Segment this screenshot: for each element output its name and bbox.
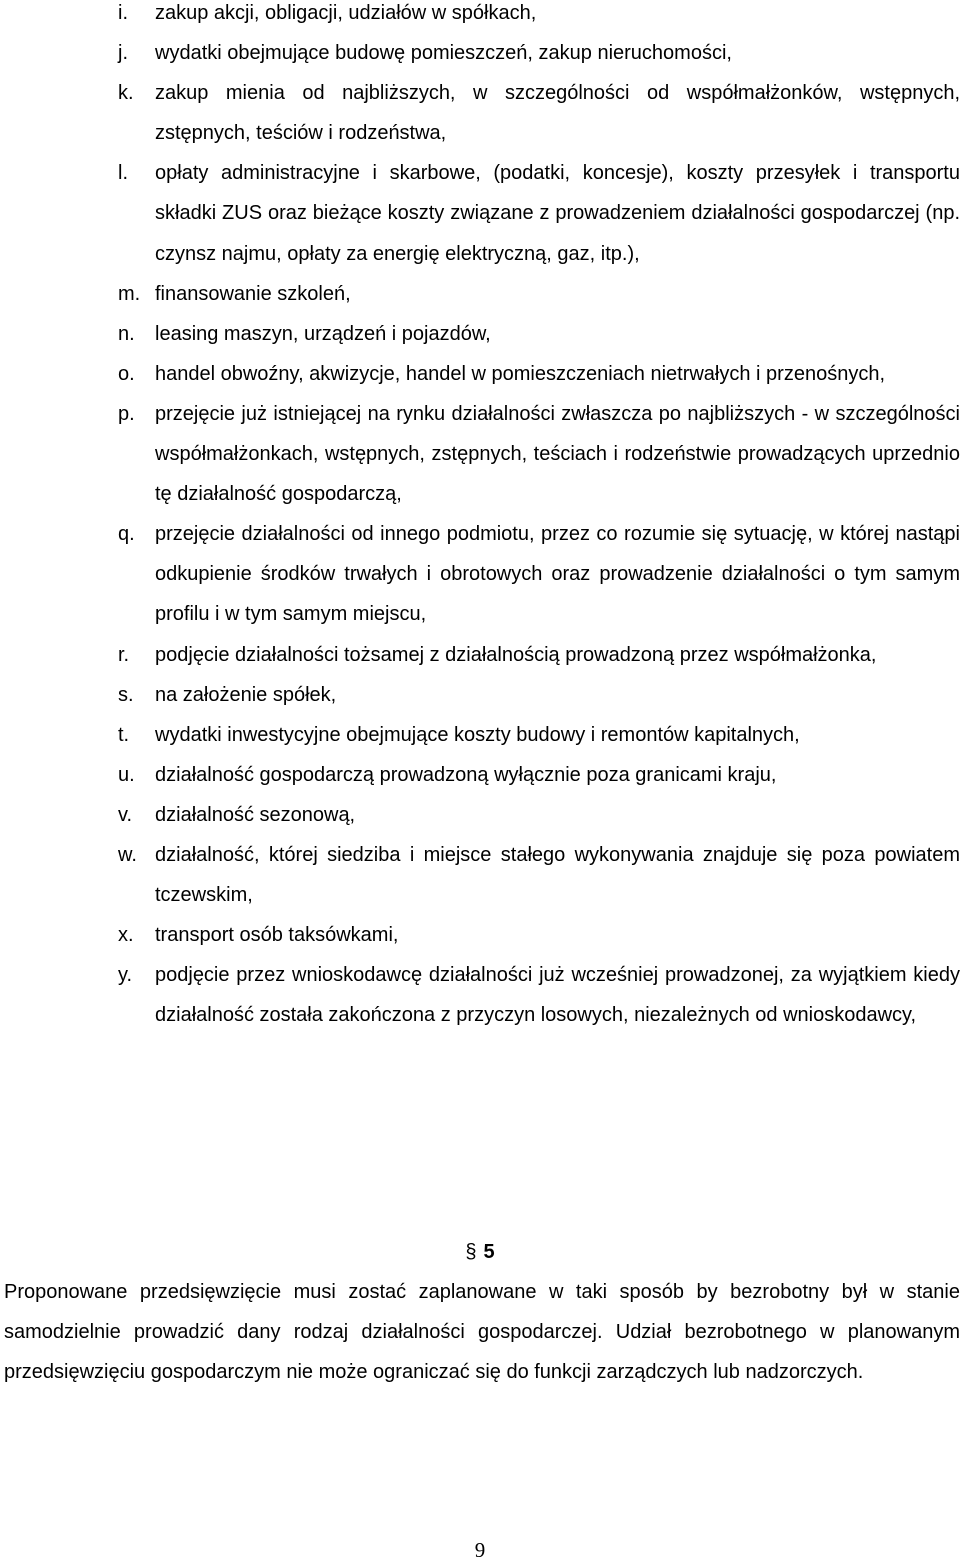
list-item	[118, 715, 960, 755]
list-item-text: na założenie spółek,	[155, 683, 337, 706]
list-item-marker: t.	[118, 723, 130, 746]
list-item-text: handel obwoźny, akwizycje, handel w pomieszczeniach nietrwałych i przenośnych,	[155, 362, 885, 385]
section-sign: §	[465, 1241, 477, 1263]
list-item-marker: w.	[118, 843, 137, 866]
list-item	[118, 795, 960, 835]
list-item-marker: l.	[118, 162, 128, 185]
list-item	[118, 915, 960, 955]
list-item-text: finansowanie szkoleń,	[155, 282, 351, 305]
list-item	[118, 0, 960, 33]
list-item-marker: i.	[118, 2, 128, 24]
list-item-text: zakup mienia od najbliższych, w szczególności od współmałżonków, wstępnych, zstępnych, teściów i rodzeństwa,	[155, 82, 960, 145]
list-item-marker: j.	[118, 42, 128, 65]
list-item	[118, 755, 960, 795]
list-item-text: podjęcie działalności tożsamej z działalnością prowadzoną przez współmałżonka,	[155, 643, 877, 666]
list-item-marker: y.	[118, 964, 133, 987]
list-item	[118, 635, 960, 675]
list-item-marker: q.	[118, 523, 135, 546]
list-item	[118, 514, 960, 634]
list-item	[118, 354, 960, 394]
list-item-marker: p.	[118, 402, 135, 425]
list-item-text: przejęcie już istniejącej na rynku działalności zwłaszcza po najbliższych - w szczególności współmałżonkach, wstępnych, zstępnych, teściach i rodzeństwie prowadzących uprzednio tę działalność gospodarczą,	[155, 402, 960, 506]
list-item-text: opłaty administracyjne i skarbowe, (podatki, koncesje), koszty przesyłek i transportu składki ZUS oraz bieżące koszty związane z prowadzeniem działalności gospodarczej (np. czynsz najmu, opłaty za energię elektryczną, gaz, itp.),	[155, 162, 960, 265]
list-item	[118, 955, 960, 1035]
list-item-text: podjęcie przez wnioskodawcę działalności już wcześniej prowadzonej, za wyjątkiem kiedy działalność została zakończona z przyczyn losowych, niezależnych od wnioskodawcy,	[155, 964, 960, 1027]
list-item-text: wydatki inwestycyjne obejmujące koszty budowy i remontów kapitalnych,	[155, 723, 800, 746]
list-item-text: działalność gospodarczą prowadzoną wyłącznie poza granicami kraju,	[155, 763, 777, 786]
list-item	[118, 675, 960, 715]
section-heading	[0, 1232, 960, 1272]
list-item-text: działalność, której siedziba i miejsce stałego wykonywania znajduje się poza powiatem tczewskim,	[155, 843, 960, 907]
list-item-marker: x.	[118, 924, 134, 947]
list-item	[118, 835, 960, 915]
list-item-marker: r.	[118, 643, 130, 666]
list-item-marker: u.	[118, 763, 135, 786]
list-item	[118, 394, 960, 514]
section-number: 5	[483, 1241, 495, 1263]
list-item-text: zakup akcji, obligacji, udziałów w spółkach,	[155, 2, 537, 24]
list-item-text: transport osób taksówkami,	[155, 924, 399, 947]
section-paragraph: Proponowane przedsięwzięcie musi zostać zaplanowane w taki sposób by bezrobotny był w stanie samodzielnie prowadzić dany rodzaj działalności gospodarczej. Udział bezrobotnego w planowanym przedsięwzięciu gospodarczym nie może ograniczać się do funkcji zarządczych lub nadzorczych.	[4, 1281, 960, 1384]
list-item	[118, 314, 960, 354]
list-item-marker: v.	[118, 803, 133, 826]
page-number: 9	[474, 1538, 486, 1562]
list-item	[118, 274, 960, 314]
list-item-marker: n.	[118, 322, 135, 345]
list-item-marker: s.	[118, 683, 134, 706]
list-item-text: leasing maszyn, urządzeń i pojazdów,	[155, 322, 491, 345]
list-item-marker: m.	[118, 282, 141, 305]
list-item-text: przejęcie działalności od innego podmiotu, przez co rozumie się sytuację, w której nastąpi odkupienie środków trwałych i obrotowych oraz prowadzenie działalności o tym samym profilu i w tym samym miejscu,	[155, 523, 960, 626]
list-item	[118, 33, 960, 73]
list-item	[118, 73, 960, 153]
list-item-marker: o.	[118, 362, 135, 385]
exclusions-list	[118, 0, 960, 1035]
list-item-text: działalność sezonową,	[155, 803, 356, 826]
list-item	[118, 153, 960, 273]
list-item-marker: k.	[118, 82, 134, 105]
list-item-text: wydatki obejmujące budowę pomieszczeń, zakup nieruchomości,	[155, 42, 732, 65]
